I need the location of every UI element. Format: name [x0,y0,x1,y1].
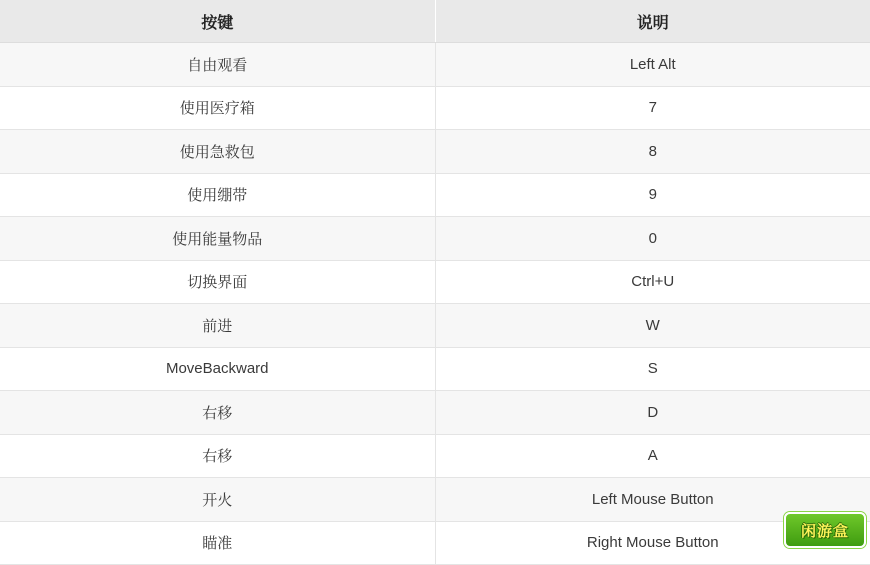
table-body [0,43,870,565]
table-row [0,130,870,174]
cell-key: 8 [435,130,870,174]
cell-action: 使用急救包 [0,130,435,174]
table-row [0,478,870,522]
cell-action: 右移 [0,391,435,435]
table-row [0,173,870,217]
cell-key: 7 [435,86,870,130]
cell-action: 使用绷带 [0,173,435,217]
cell-key: S [435,347,870,391]
table-header [0,0,870,43]
site-watermark-logo: 闲游盒 [784,512,866,548]
cell-key: Right Mouse Button [435,521,870,565]
cell-key: Left Alt [435,43,870,87]
cell-key: Left Mouse Button [435,478,870,522]
cell-key: D [435,391,870,435]
table-row [0,43,870,87]
table-row [0,434,870,478]
cell-action: 开火 [0,478,435,522]
column-header-key: 说明 [435,0,870,43]
cell-action: MoveBackward [0,347,435,391]
table-header-row [0,0,870,43]
cell-action: 前进 [0,304,435,348]
cell-action: 右移 [0,434,435,478]
table-row [0,347,870,391]
table-row [0,304,870,348]
column-header-action: 按键 [0,0,435,43]
cell-action: 切换界面 [0,260,435,304]
cell-action: 使用能量物品 [0,217,435,261]
cell-key: Ctrl+U [435,260,870,304]
table-row [0,521,870,565]
cell-key: 9 [435,173,870,217]
cell-action: 自由观看 [0,43,435,87]
cell-key: 0 [435,217,870,261]
table-row [0,391,870,435]
cell-action: 使用医疗箱 [0,86,435,130]
table-row [0,260,870,304]
cell-action: 瞄准 [0,521,435,565]
cell-key: W [435,304,870,348]
table-row [0,86,870,130]
table-row [0,217,870,261]
cell-key: A [435,434,870,478]
